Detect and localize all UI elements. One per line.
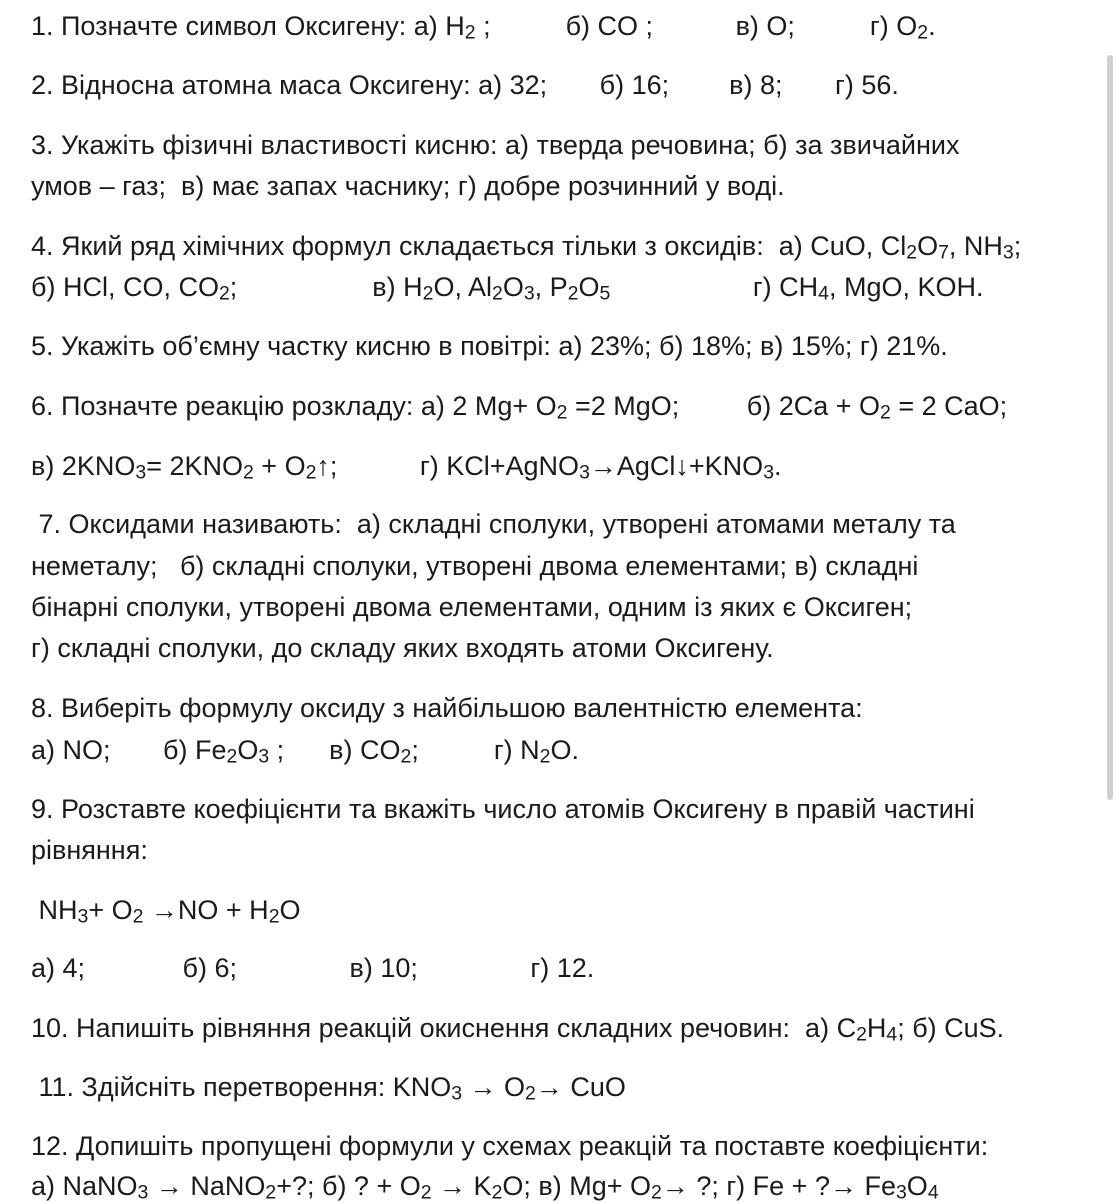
q1-line: 1. Позначте символ Оксигену: а) $H_2$ ; б) CO ; в) O; г) $O_2$. — [31, 11, 936, 44]
q7-line-1: 7. Оксидами називають: а) складні сполуки, утворені атомами металу та — [31, 509, 956, 539]
q9-equation: $NH_3+ O_2 \to NO + H_2O$ — [31, 895, 301, 928]
q11-line: 11. Здійсніть перетворення: $KNO_3 \to O_2\to$ CuO — [31, 1072, 626, 1105]
q12-line-1: 12. Допишіть пропущені формули у схемах реакцій та поставте коефіцієнти: — [31, 1131, 989, 1161]
q7-line-2: неметалу; б) складні сполуки, утворені двома елементами; в) складні — [31, 551, 919, 581]
q2-line: 2. Відносна атомна маса Оксигену: а) 32; б) 16; в) 8; г) 56. — [31, 70, 899, 100]
q10-line: 10. Напишіть рівняння реакцій окиснення складних речовин: а) $C_2H_4$; б) CuS. — [31, 1013, 1005, 1046]
q9-line-2: рівняння: — [31, 835, 148, 865]
q6-line-2: в) $2KNO_3= 2KNO_2$ + $O_2↑$; г) $KCl+AgNO_3\to AgCl↓+KNO_3$. — [31, 451, 782, 484]
vertical-scrollbar[interactable] — [1107, 55, 1113, 800]
q4-line-2: б) HCl, CO, $CO_2$; в) $H_2O$, $Al_2O_3$, $P_2O_5$ г) $CH_4$, MgO, KOH. — [31, 272, 984, 305]
q7-line-3: бінарні сполуки, утворені двома елементами, одним із яких є Оксиген; — [31, 592, 913, 622]
q8-line-1: 8. Виберіть формулу оксиду з найбільшою валентністю елемента: — [31, 693, 863, 723]
q8-line-2: а) NO; б) $Fe_2O_3$ ; в) $CO_2$; г) $N_2O$. — [31, 735, 579, 768]
q3-line-1: 3. Укажіть фізичні властивості кисню: а) тверда речовина; б) за звичайних — [31, 130, 960, 160]
q7-line-4: г) складні сполуки, до складу яких входять атоми Оксигену. — [31, 633, 774, 663]
q5-line: 5. Укажіть об’ємну частку кисню в повітрі: а) 23%; б) 18%; в) 15%; г) 21%. — [31, 331, 948, 361]
q12-line-2: а) NaNO$_3$ → NaNO$_2$+?; б) ? + $O_2 \to K_2O$; в) $Mg+ O_2\to$ ?; г) Fe + ?→ $Fe_3O_4$ — [31, 1171, 939, 1203]
q9-line-1: 9. Розставте коефіцієнти та вкажіть число атомів Оксигену в правій частині — [31, 794, 975, 824]
q9-options: а) 4; б) 6; в) 10; г) 12. — [31, 953, 595, 983]
q3-line-2: умов – газ; в) має запах часнику; г) добре розчинний у воді. — [31, 171, 785, 201]
q6-line-1: 6. Позначте реакцію розкладу: а) 2 $Mg+ O_2 =2$ MgO; б) $2Ca + O_2 = 2$ CaO; — [31, 391, 1008, 424]
q4-line-1: 4. Який ряд хімічних формул складається тільки з оксидів: а) CuO, $Cl_2O_7$, $NH_3$; — [31, 231, 1022, 264]
